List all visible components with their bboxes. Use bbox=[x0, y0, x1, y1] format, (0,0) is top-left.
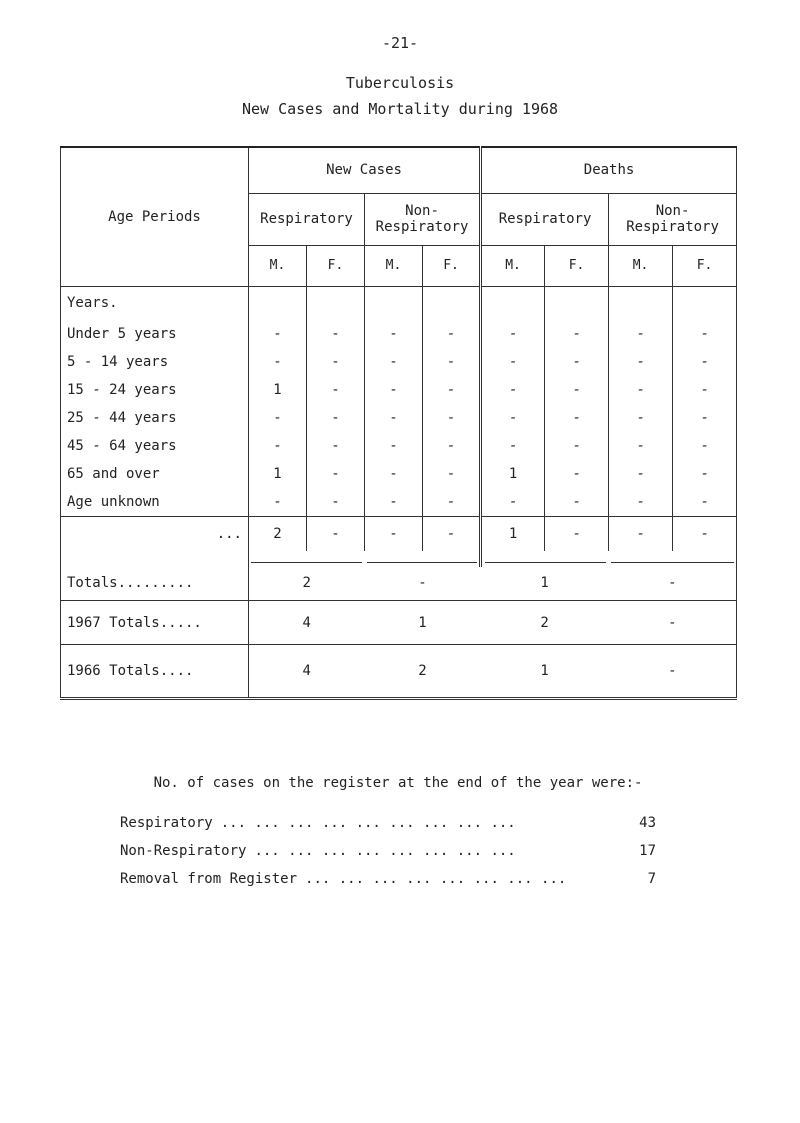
page-title: Tuberculosis bbox=[345, 74, 455, 92]
table-row: 5 - 14 years - - - - - - - - bbox=[61, 348, 737, 376]
col-m: M. bbox=[365, 245, 423, 286]
table-row: Age unknown - - - - - - - - bbox=[61, 488, 737, 517]
register-intro: No. of cases on the register at the end of the year were:- bbox=[153, 775, 643, 791]
deaths-nonresp-header: Non- Respiratory bbox=[609, 193, 737, 245]
register-item: Respiratory ... ... ... ... ... ... ... ... ... 43 bbox=[120, 815, 656, 831]
page-subtitle: New Cases and Mortality during 1968 bbox=[241, 100, 559, 118]
tuberculosis-table bbox=[60, 146, 737, 700]
totals-row: Totals......... 2 - 1 - bbox=[61, 567, 737, 601]
years-label: Years. bbox=[61, 286, 249, 320]
table-row: 15 - 24 years 1 - - - - - - - bbox=[61, 376, 737, 404]
new-resp-header: Respiratory bbox=[249, 193, 365, 245]
col-m: M. bbox=[249, 245, 307, 286]
deaths-header: Deaths bbox=[481, 147, 737, 193]
col-f: F. bbox=[307, 245, 365, 286]
page-number: -21- bbox=[381, 34, 419, 52]
deaths-resp-header: Respiratory bbox=[481, 193, 609, 245]
new-nonresp-header: Non- Respiratory bbox=[365, 193, 481, 245]
col-f: F. bbox=[545, 245, 609, 286]
register-item: Removal from Register ... ... ... ... ... ... ... ... 7 bbox=[120, 871, 656, 887]
age-periods-header: Age Periods bbox=[61, 147, 249, 286]
subtotal-row: ... 2 - - - 1 - - - bbox=[61, 517, 737, 551]
col-m: M. bbox=[481, 245, 545, 286]
totals-1966-row: 1966 Totals.... 4 2 1 - bbox=[61, 645, 737, 699]
table-row: 25 - 44 years - - - - - - - - bbox=[61, 404, 737, 432]
new-cases-header: New Cases bbox=[249, 147, 481, 193]
register-item: Non-Respiratory ... ... ... ... ... ... ... ... 17 bbox=[120, 843, 656, 859]
col-f: F. bbox=[423, 245, 481, 286]
col-f: F. bbox=[673, 245, 737, 286]
col-m: M. bbox=[609, 245, 673, 286]
table-row: 45 - 64 years - - - - - - - - bbox=[61, 432, 737, 460]
table-row: 65 and over 1 - - - 1 - - - bbox=[61, 460, 737, 488]
table-row: Under 5 years - - - - - - - - bbox=[61, 320, 737, 348]
totals-1967-row: 1967 Totals..... 4 1 2 - bbox=[61, 601, 737, 645]
